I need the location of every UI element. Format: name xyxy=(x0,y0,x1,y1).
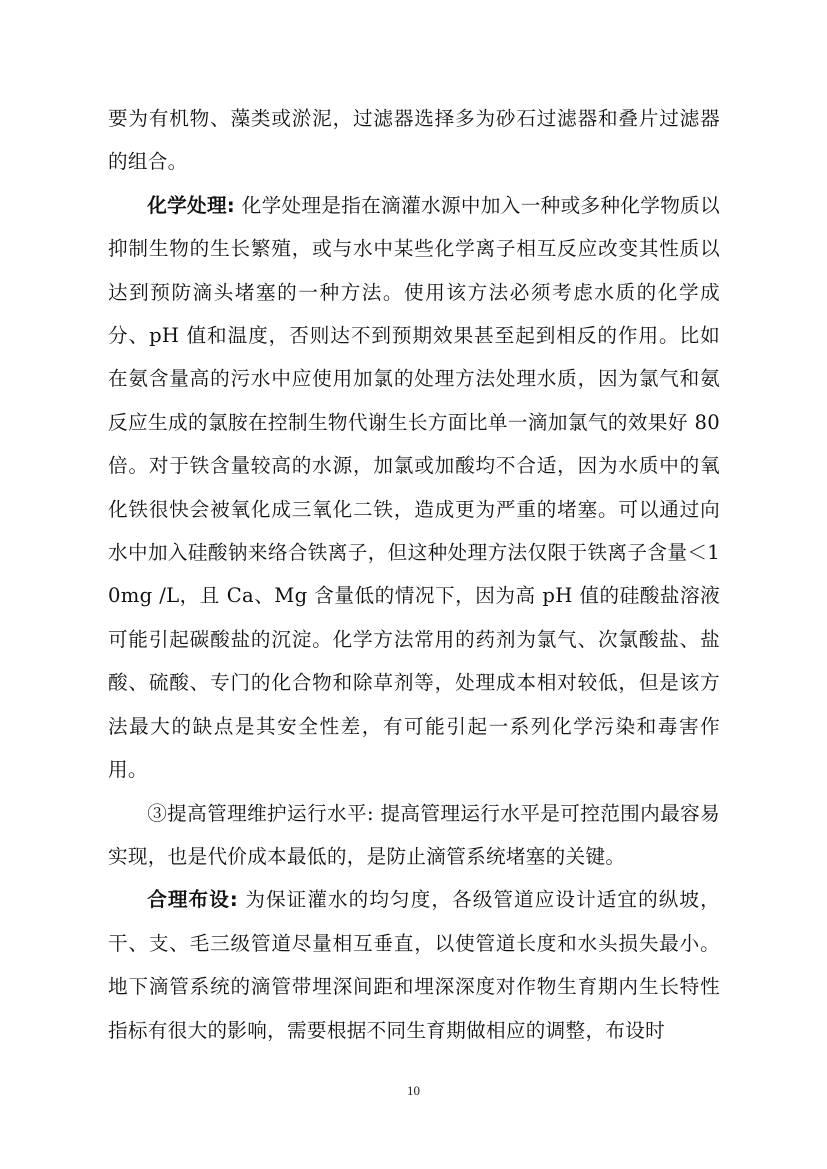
page-number: 10 xyxy=(407,1083,420,1098)
paragraph-continued xyxy=(108,97,720,184)
paragraph-layout xyxy=(108,878,720,1052)
paragraph-heading: 化学处理: xyxy=(147,193,236,217)
paragraph-text: ③提高管理维护运行水平: 提高管理运行水平是可控范围内最容易实现，也是代价成本最低的，是防止滴管系统堵塞的关键。 xyxy=(108,801,720,868)
paragraph-chemical-treatment xyxy=(108,184,720,792)
paragraph-text: 要为有机物、藻类或淤泥，过滤器选择多为砂石过滤器和叠片过滤器的组合。 xyxy=(108,107,720,174)
paragraph-management xyxy=(108,792,720,879)
document-body xyxy=(108,97,720,1052)
paragraph-text: 为保证灌水的均匀度，各级管道应设计适宜的纵坡，干、支、毛三级管道尽量相互垂直，以使管道长度和水头损失最小。地下滴管系统的滴管带埋深间距和埋深深度对作物生育期内生长特性指标有很大的影响，需要根据不同生育期做相应的调整，布设时 xyxy=(108,888,720,1042)
paragraph-text: 化学处理是指在滴灌水源中加入一种或多种化学物质以抑制生物的生长繁殖，或与水中某些化学离子相互反应改变其性质以达到预防滴头堵塞的一种方法。使用该方法必须考虑水质的化学成分、pH 值和温度，否则达不到预期效果甚至起到相反的作用。比如在氨含量高的污水中应使用加氯的处理方法处理水质，因为氯气和氨反应生成的氯胺在控制生物代谢生长方面比单一滴加氯气的效果好 80 倍。对于铁含量较高的水源，加氯或加酸均不合适，因为水质中的氧化铁很快会被氧化成三氧化二铁，造成更为严重的堵塞。可以通过向水中加入硅酸钠来络合铁离子，但这种处理方法仅限于铁离子含量＜10mg /L，且 Ca、Mg 含量低的情况下，因为高 pH 值的硅酸盐溶液可能引起碳酸盐的沉淀。化学方法常用的药剂为氯气、次氯酸盐、盐酸、硫酸、专门的化合物和除草剂等，处理成本相对较低，但是该方法最大的缺点是其安全性差，有可能引起一系列化学污染和毒害作用。 xyxy=(108,193,720,782)
paragraph-heading: 合理布设: xyxy=(147,888,239,912)
